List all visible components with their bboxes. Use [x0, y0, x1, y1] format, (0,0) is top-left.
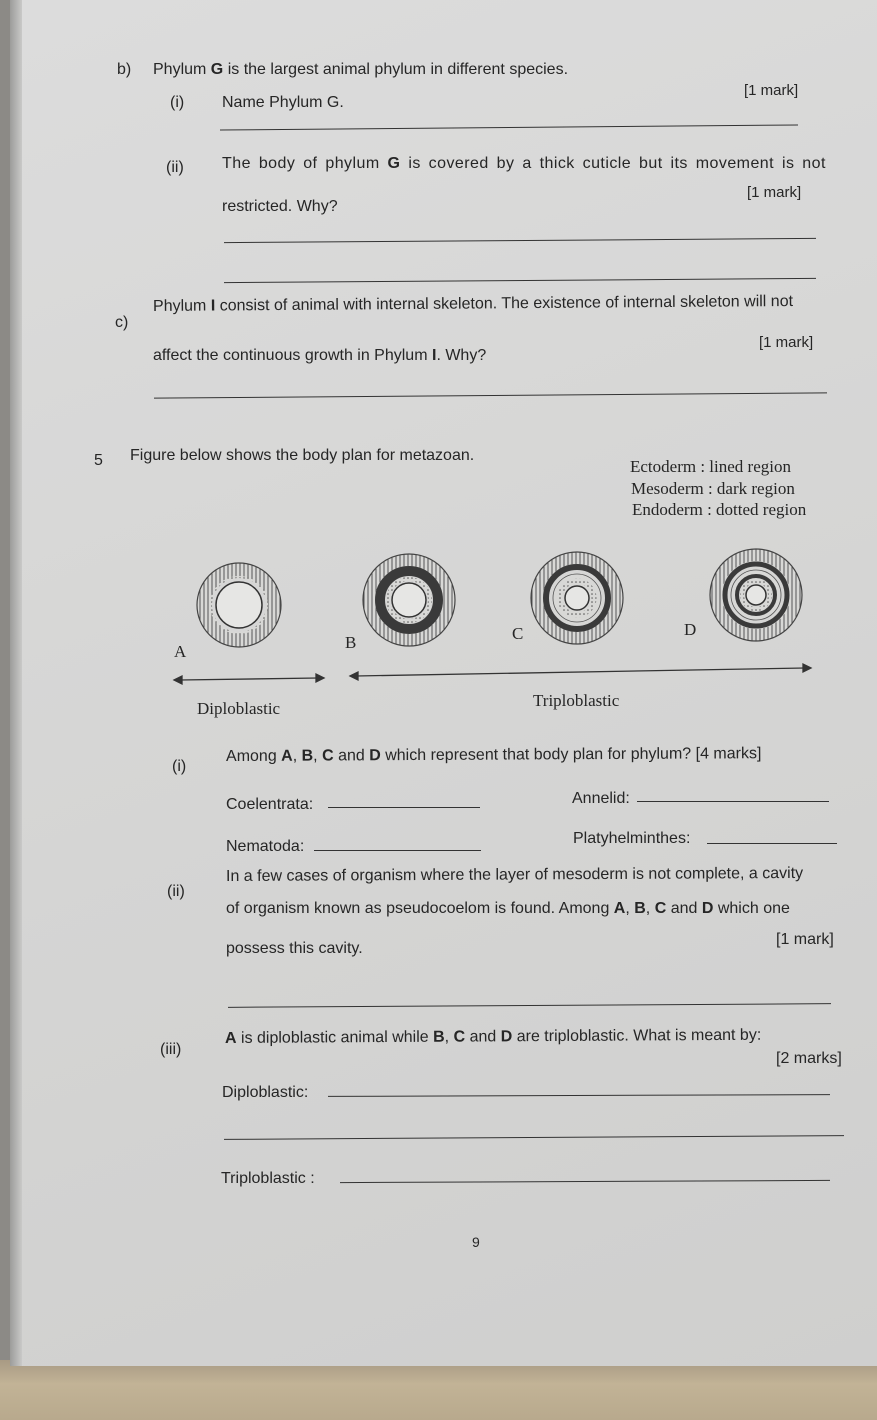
- legend-endoderm: Endoderm : dotted region: [632, 500, 807, 519]
- platyhelminthes-answer-line[interactable]: [707, 843, 837, 844]
- desk-surface: [0, 1360, 877, 1420]
- label-c: C: [512, 624, 524, 643]
- q4bii-line2: restricted. Why?: [222, 198, 338, 215]
- q4b-label: b): [117, 61, 132, 78]
- diploblastic-arrow: [174, 674, 324, 684]
- q4bi-answer-line[interactable]: [220, 124, 798, 130]
- platyhelminthes-label: Platyhelminthes:: [573, 830, 691, 847]
- q5ii-marks: [1 mark]: [776, 931, 834, 948]
- q5iii-label: (iii): [160, 1041, 182, 1058]
- diploblastic-answer-line-1[interactable]: [328, 1094, 830, 1097]
- q4c-line1: Phylum I consist of animal with internal skeleton. The existence of internal skeleton will not: [152, 292, 794, 315]
- q4bi-text: Name Phylum G.: [222, 94, 344, 111]
- q4c-line2: affect the continuous growth in Phylum I. Why?: [153, 347, 487, 364]
- triploblastic-caption: Triploblastic: [533, 691, 620, 710]
- triploblastic-label: Triploblastic :: [221, 1170, 315, 1187]
- body-plan-a: [197, 563, 281, 647]
- q4bii-line1: The body of phylum G is covered by a thick cuticle but its movement is not: [222, 155, 826, 172]
- diploblastic-caption: Diploblastic: [197, 699, 281, 718]
- legend-ectoderm: Ectoderm : lined region: [630, 457, 791, 476]
- q5iii-line1: A is diploblastic animal while B, C and D are triploblastic. What is meant by:: [224, 1026, 762, 1047]
- q4c-marks: [1 mark]: [759, 334, 814, 351]
- q4bii-answer-line-1[interactable]: [224, 238, 816, 243]
- q4bi-label: (i): [170, 94, 185, 111]
- q5-stem: Figure below shows the body plan for metazoan.: [130, 447, 475, 464]
- nematoda-answer-line[interactable]: [314, 850, 481, 851]
- body-plan-figure: [10, 540, 877, 740]
- triploblastic-arrow: [350, 664, 811, 680]
- body-plan-c: [531, 552, 623, 644]
- label-d: D: [684, 620, 697, 639]
- q5-number: 5: [94, 452, 103, 469]
- legend-mesoderm: Mesoderm : dark region: [631, 479, 795, 498]
- annelid-label: Annelid:: [572, 790, 630, 807]
- page-number: 9: [472, 1234, 480, 1250]
- q5i-text: Among A, B, C and D which represent that body plan for phylum? [4 marks]: [225, 745, 762, 765]
- annelid-answer-line[interactable]: [637, 801, 829, 802]
- label-b: B: [345, 633, 357, 652]
- q5ii-line1: In a few cases of organism where the layer of mesoderm is not complete, a cavity: [225, 864, 804, 885]
- q5ii-answer-line[interactable]: [228, 1003, 831, 1008]
- diploblastic-label: Diploblastic:: [222, 1084, 309, 1101]
- q5ii-label: (ii): [167, 883, 185, 900]
- q4bii-label: (ii): [166, 159, 184, 176]
- q4bii-answer-line-2[interactable]: [224, 278, 816, 283]
- diploblastic-answer-line-2[interactable]: [224, 1135, 844, 1140]
- q5ii-line2: of organism known as pseudocoelom is found. Among A, B, C and D which one: [226, 900, 790, 917]
- exam-page: [10, 0, 877, 1366]
- q4c-label: c): [115, 314, 129, 331]
- q4b-stem: Phylum G is the largest animal phylum in different species.: [153, 61, 569, 78]
- body-plan-d: [710, 549, 802, 641]
- q5i-label: (i): [172, 758, 187, 775]
- label-a: A: [174, 642, 187, 661]
- coelentrata-answer-line[interactable]: [328, 807, 480, 808]
- q4bii-marks: [1 mark]: [747, 184, 802, 201]
- q5ii-line3: possess this cavity.: [226, 940, 363, 957]
- q4c-answer-line[interactable]: [154, 392, 827, 398]
- body-plan-b: [363, 554, 455, 646]
- nematoda-label: Nematoda:: [226, 838, 305, 855]
- q4bi-marks: [1 mark]: [744, 82, 799, 99]
- q5iii-marks: [2 marks]: [776, 1050, 842, 1067]
- triploblastic-answer-line[interactable]: [340, 1180, 830, 1183]
- coelentrata-label: Coelentrata:: [226, 796, 314, 813]
